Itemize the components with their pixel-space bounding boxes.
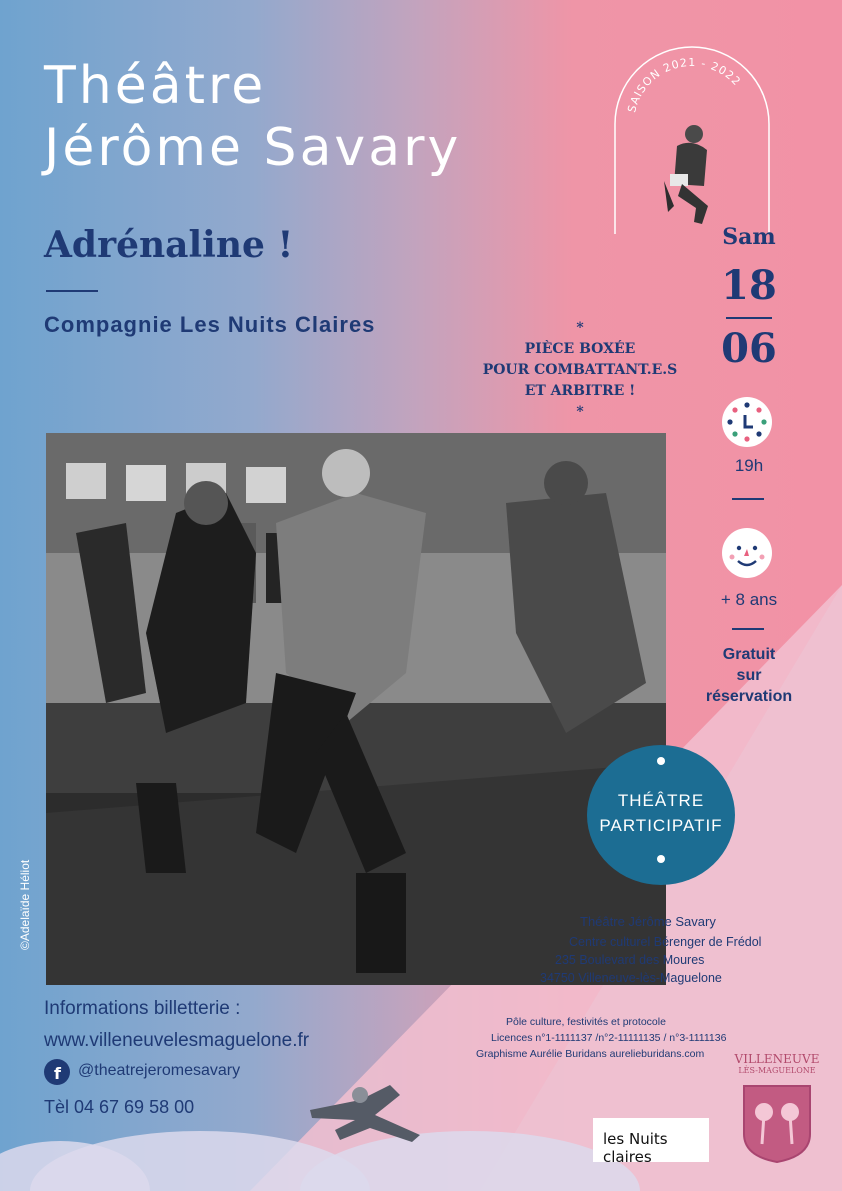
- reading-person-icon: [664, 125, 708, 224]
- title-divider: [46, 290, 98, 292]
- tagline-line2: POUR COMBATTANT.E.S: [482, 362, 678, 378]
- company-name: Compagnie Les Nuits Claires: [44, 312, 376, 337]
- tagline-line1: PIÈCE BOXÉE: [524, 341, 636, 357]
- clock-icon: [721, 396, 773, 448]
- photo-credit: ©Adelaïde Héliot: [18, 859, 32, 950]
- venue-name: Théâtre Jérôme Savary: [580, 914, 716, 929]
- venue-line3: 34750 Villeneuve-lès-Maguelone: [540, 971, 722, 985]
- photo-illustration: [46, 433, 666, 985]
- tagline-line3: ET ARBITRE !: [524, 383, 636, 399]
- town-logo-line2: LÈS-MAGUELONE: [738, 1066, 816, 1075]
- price-info: [704, 644, 794, 707]
- organizer-line2: Licences n°1-1111137 /n°2-11111135 / n°3-1111136: [491, 1032, 727, 1044]
- price-line3: réservation: [705, 688, 793, 705]
- website-link[interactable]: www.villeneuvelesmaguelone.fr: [44, 1030, 310, 1051]
- town-crest-icon: [742, 1084, 812, 1164]
- price-line1: Gratuit: [722, 646, 776, 663]
- facebook-icon[interactable]: [44, 1059, 70, 1085]
- diving-figure-illustration: [300, 1080, 440, 1160]
- venue-line1: Centre culturel Bérenger de Frédol: [569, 935, 762, 949]
- venue-line2: 235 Boulevard des Moures: [555, 953, 705, 967]
- phone-number[interactable]: Tèl 04 67 69 58 00: [44, 1097, 195, 1117]
- show-time: 19h: [734, 456, 764, 475]
- ticketing-label: Informations billetterie :: [44, 998, 241, 1019]
- participatory-theatre-badge: [587, 745, 735, 885]
- time-divider: [732, 498, 764, 500]
- season-label: SAISON 2021 - 2022: [625, 55, 744, 114]
- tagline-asterisk-top: *: [576, 320, 584, 336]
- age-divider: [732, 628, 764, 630]
- season-arch: [612, 46, 772, 236]
- price-line2: sur: [736, 667, 762, 684]
- town-logo: [734, 1052, 820, 1075]
- badge-line1: THÉÂTRE: [617, 791, 705, 810]
- organizer-line1: Pôle culture, festivités et protocole: [506, 1016, 666, 1028]
- date-divider: [726, 317, 772, 319]
- facebook-handle[interactable]: @theatrejeromesavary: [78, 1062, 241, 1079]
- kickboxing-photo: [46, 433, 666, 985]
- smiley-face-icon: [721, 527, 773, 579]
- theatre-name: [44, 55, 461, 179]
- tagline: [470, 318, 690, 423]
- date-day: Sam: [722, 224, 776, 250]
- theatre-name-line2: Jérôme Savary: [44, 118, 462, 178]
- theatre-name-line1: Théâtre: [44, 56, 267, 116]
- date-month-number: 06: [721, 325, 777, 372]
- company-logo-text: les Nuits claires: [603, 1130, 668, 1166]
- town-logo-line1: VILLENEUVE: [734, 1052, 820, 1066]
- svg-text:f: f: [54, 1064, 61, 1083]
- date-day-number: 18: [721, 262, 777, 309]
- badge-line2: PARTICIPATIF: [599, 816, 723, 835]
- tagline-asterisk-bottom: *: [576, 404, 584, 420]
- show-title: Adrénaline !: [44, 224, 294, 266]
- age-limit: + 8 ans: [720, 590, 778, 609]
- company-logo: [593, 1118, 709, 1166]
- organizer-line3: Graphisme Aurélie Buridans aurelieburidans.com: [476, 1048, 705, 1060]
